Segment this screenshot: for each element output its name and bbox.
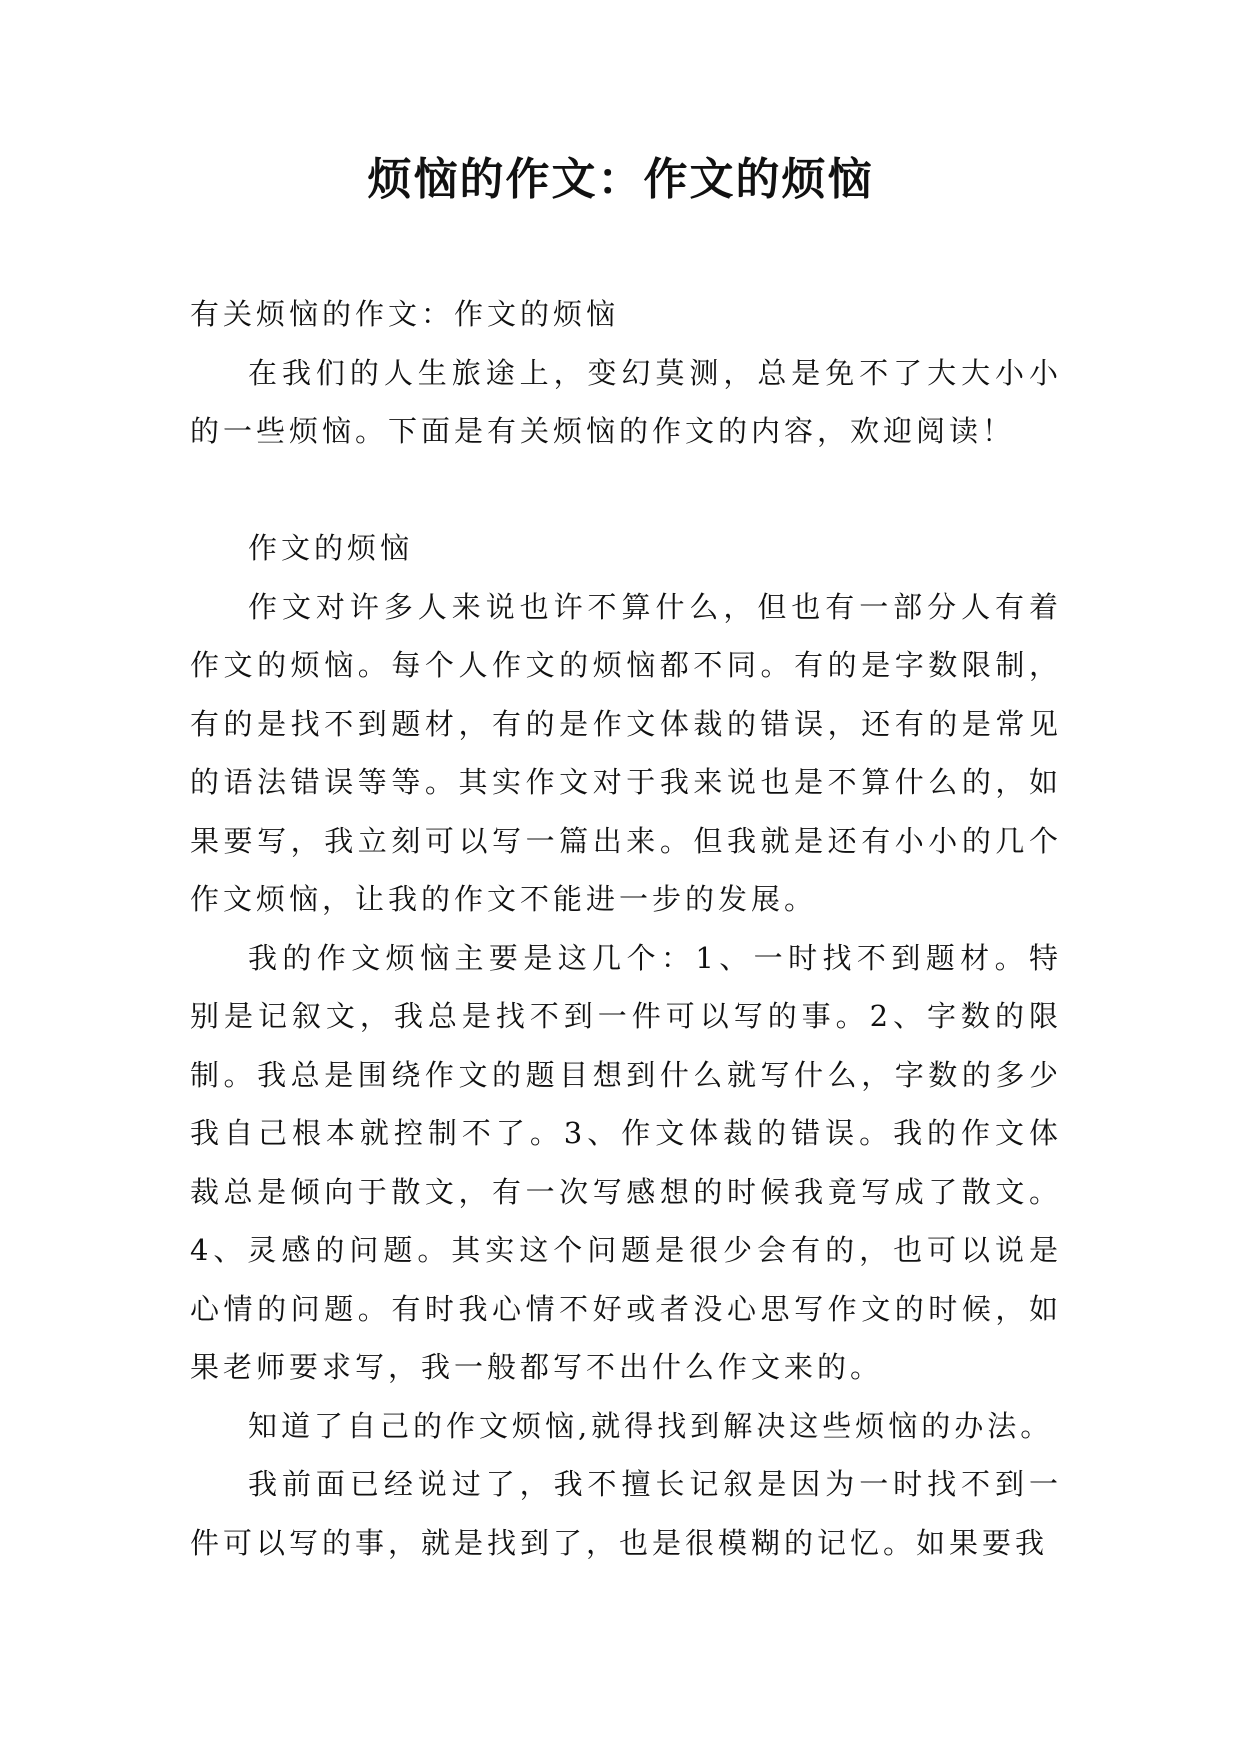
paragraph-spacer xyxy=(190,461,1062,520)
document-title: 烦恼的作文：作文的烦恼 xyxy=(367,154,874,205)
document-body xyxy=(190,285,1062,1572)
section-heading: 作文的烦恼 xyxy=(248,531,414,565)
body-paragraph: 我的作文烦恼主要是这几个：1、一时找不到题材。特别是记叙文，我总是找不到一件可以写的事。2、字数的限制。我总是围绕作文的题目想到什么就写什么，字数的多少我自己根本就控制不了。3、作文体裁的错误。我的作文体裁总是倾向于散文，有一次写感想的时候我竟写成了散文。4、灵感的问题。其实这个问题是很少会有的，也可以说是心情的问题。有时我心情不好或者没心思写作文的时候，如果老师要求写，我一般都写不出什么作文来的。 xyxy=(190,940,1062,1384)
intro-paragraph: 在我们的人生旅途上，变幻莫测，总是免不了大大小小的一些烦恼。下面是有关烦恼的作文的内容，欢迎阅读！ xyxy=(190,355,1062,448)
body-paragraph: 我前面已经说过了，我不擅长记叙是因为一时找不到一件可以写的事，就是找到了，也是很模糊的记忆。如果要我 xyxy=(190,1467,1062,1560)
body-paragraph: 作文对许多人来说也许不算什么，但也有一部分人有着作文的烦恼。每个人作文的烦恼都不同。有的是字数限制，有的是找不到题材，有的是作文体裁的错误，还有的是常见的语法错误等等。其实作文对于我来说也是不算什么的，如果要写，我立刻可以写一篇出来。但我就是还有小小的几个作文烦恼，让我的作文不能进一步的发展。 xyxy=(190,589,1062,916)
body-paragraph: 知道了自己的作文烦恼,就得找到解决这些烦恼的办法。 xyxy=(248,1408,1054,1443)
document-subtitle: 有关烦恼的作文：作文的烦恼 xyxy=(190,297,620,331)
